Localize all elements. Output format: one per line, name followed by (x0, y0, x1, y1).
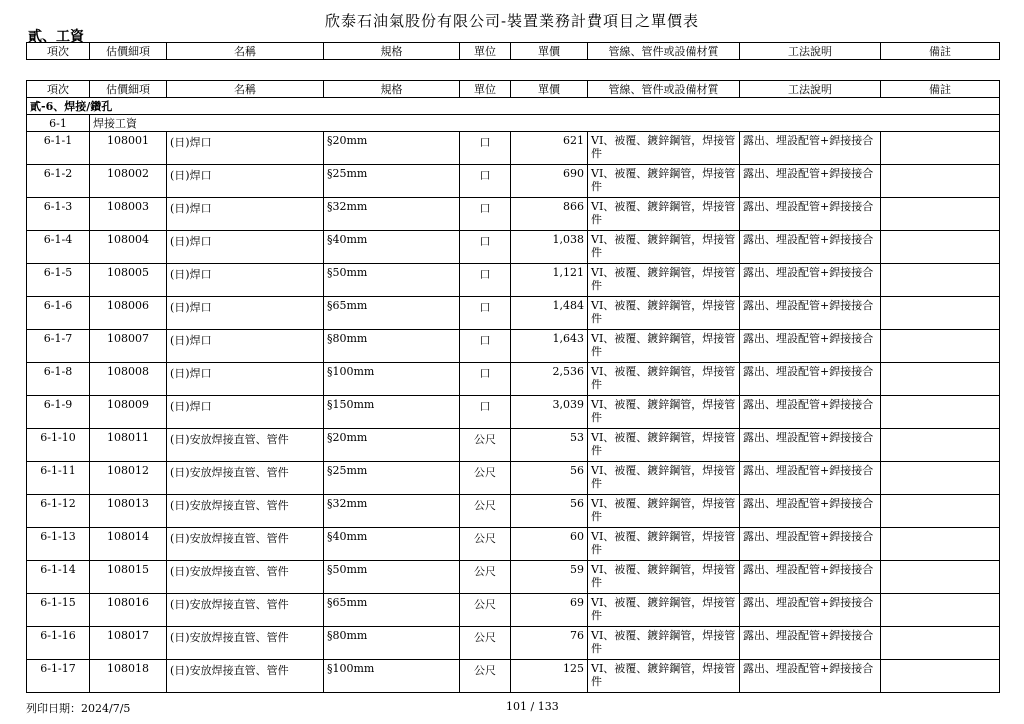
row-item-no: 6-1-3 (27, 198, 90, 231)
row-code: 108007 (90, 330, 167, 363)
row-note (881, 297, 1000, 330)
row-name: (日)焊口 (167, 297, 324, 330)
row-note (881, 198, 1000, 231)
table-row (27, 495, 1000, 528)
row-spec: §40mm (324, 528, 460, 561)
row-item-no: 6-1-17 (27, 660, 90, 693)
row-name: (日)焊口 (167, 132, 324, 165)
row-unit: 口 (460, 330, 511, 363)
table-row (27, 297, 1000, 330)
row-price: 53 (511, 429, 588, 462)
row-name: (日)安放焊接直管、管件 (167, 429, 324, 462)
row-unit: 公尺 (460, 660, 511, 693)
row-price: 69 (511, 594, 588, 627)
row-method: 露出、埋設配管+銲接接合 (740, 594, 881, 627)
col-header-name: 名稱 (167, 81, 324, 98)
row-unit: 公尺 (460, 495, 511, 528)
row-price: 3,039 (511, 396, 588, 429)
row-price: 56 (511, 495, 588, 528)
row-note (881, 429, 1000, 462)
row-price: 60 (511, 528, 588, 561)
row-item-no: 6-1-2 (27, 165, 90, 198)
row-unit: 公尺 (460, 429, 511, 462)
row-item-no: 6-1-16 (27, 627, 90, 660)
section-heading: 貳、工資 (28, 29, 84, 45)
row-item-no: 6-1-15 (27, 594, 90, 627)
table-row (27, 264, 1000, 297)
row-note (881, 363, 1000, 396)
table-row (27, 132, 1000, 165)
header-table (26, 42, 1000, 60)
row-item-no: 6-1-5 (27, 264, 90, 297)
row-code: 108004 (90, 231, 167, 264)
row-spec: §100mm (324, 660, 460, 693)
row-spec: §50mm (324, 264, 460, 297)
row-method: 露出、埋設配管+銲接接合 (740, 429, 881, 462)
row-spec: §80mm (324, 330, 460, 363)
table-row (27, 363, 1000, 396)
col-header-material: 管線、管件或設備材質 (588, 81, 740, 98)
row-name: (日)焊口 (167, 264, 324, 297)
row-price: 59 (511, 561, 588, 594)
table-row (27, 429, 1000, 462)
row-method: 露出、埋設配管+銲接接合 (740, 198, 881, 231)
row-unit: 口 (460, 363, 511, 396)
row-unit: 口 (460, 396, 511, 429)
row-price: 125 (511, 660, 588, 693)
row-method: 露出、埋設配管+銲接接合 (740, 528, 881, 561)
row-material: VI、被覆、鍍鋅鋼管，焊接管件 (588, 594, 740, 627)
row-price: 866 (511, 198, 588, 231)
row-method: 露出、埋設配管+銲接接合 (740, 396, 881, 429)
table-row (27, 594, 1000, 627)
row-material: VI、被覆、鍍鋅鋼管，焊接管件 (588, 330, 740, 363)
row-method: 露出、埋設配管+銲接接合 (740, 264, 881, 297)
row-spec: §20mm (324, 132, 460, 165)
row-unit: 口 (460, 231, 511, 264)
row-name: (日)安放焊接直管、管件 (167, 462, 324, 495)
table-row (27, 627, 1000, 660)
print-date: 列印日期：2024/7/5 (26, 702, 131, 715)
row-code: 108005 (90, 264, 167, 297)
row-material: VI、被覆、鍍鋅鋼管，焊接管件 (588, 198, 740, 231)
row-name: (日)安放焊接直管、管件 (167, 528, 324, 561)
row-note (881, 561, 1000, 594)
col-header-material: 管線、管件或設備材質 (588, 43, 740, 60)
table-row (27, 462, 1000, 495)
row-material: VI、被覆、鍍鋅鋼管，焊接管件 (588, 132, 740, 165)
row-price: 621 (511, 132, 588, 165)
row-item-no: 6-1-6 (27, 297, 90, 330)
row-price: 1,038 (511, 231, 588, 264)
row-material: VI、被覆、鍍鋅鋼管，焊接管件 (588, 297, 740, 330)
row-item-no: 6-1-7 (27, 330, 90, 363)
row-note (881, 660, 1000, 693)
col-header-no: 項次 (27, 43, 90, 60)
row-code: 108006 (90, 297, 167, 330)
table-row (27, 396, 1000, 429)
col-header-unit: 單位 (460, 81, 511, 98)
col-header-unit: 單位 (460, 43, 511, 60)
row-item-no: 6-1-13 (27, 528, 90, 561)
row-code: 108009 (90, 396, 167, 429)
row-code: 108012 (90, 462, 167, 495)
row-item-no: 6-1-4 (27, 231, 90, 264)
row-item-no: 6-1-14 (27, 561, 90, 594)
row-spec: §40mm (324, 231, 460, 264)
row-method: 露出、埋設配管+銲接接合 (740, 297, 881, 330)
col-header-spec: 規格 (324, 43, 460, 60)
col-header-no: 項次 (27, 81, 90, 98)
col-header-code: 估價細項 (90, 43, 167, 60)
row-material: VI、被覆、鍍鋅鋼管，焊接管件 (588, 528, 740, 561)
row-unit: 公尺 (460, 594, 511, 627)
row-method: 露出、埋設配管+銲接接合 (740, 165, 881, 198)
row-method: 露出、埋設配管+銲接接合 (740, 495, 881, 528)
row-code: 108011 (90, 429, 167, 462)
row-note (881, 528, 1000, 561)
row-name: (日)焊口 (167, 330, 324, 363)
row-note (881, 330, 1000, 363)
col-header-note: 備註 (881, 81, 1000, 98)
row-material: VI、被覆、鍍鋅鋼管，焊接管件 (588, 627, 740, 660)
row-note (881, 495, 1000, 528)
row-note (881, 264, 1000, 297)
row-name: (日)焊口 (167, 198, 324, 231)
col-header-spec: 規格 (324, 81, 460, 98)
row-method: 露出、埋設配管+銲接接合 (740, 330, 881, 363)
row-name: (日)焊口 (167, 396, 324, 429)
row-material: VI、被覆、鍍鋅鋼管，焊接管件 (588, 429, 740, 462)
row-unit: 口 (460, 264, 511, 297)
col-header-method: 工法說明 (740, 81, 881, 98)
row-material: VI、被覆、鍍鋅鋼管，焊接管件 (588, 231, 740, 264)
row-method: 露出、埋設配管+銲接接合 (740, 363, 881, 396)
row-material: VI、被覆、鍍鋅鋼管，焊接管件 (588, 660, 740, 693)
row-price: 1,484 (511, 297, 588, 330)
row-name: (日)安放焊接直管、管件 (167, 561, 324, 594)
row-code: 108001 (90, 132, 167, 165)
row-item-no: 6-1-11 (27, 462, 90, 495)
page-number: 101 / 133 (506, 700, 559, 713)
row-spec: §65mm (324, 297, 460, 330)
subgroup-no: 6-1 (27, 115, 90, 132)
group-title: 貳-6、焊接/鑽孔 (27, 98, 1000, 115)
row-spec: §65mm (324, 594, 460, 627)
row-name: (日)焊口 (167, 231, 324, 264)
row-item-no: 6-1-10 (27, 429, 90, 462)
col-header-price: 單價 (511, 43, 588, 60)
row-spec: §32mm (324, 198, 460, 231)
row-unit: 公尺 (460, 627, 511, 660)
row-code: 108016 (90, 594, 167, 627)
column-header-row (27, 81, 1000, 98)
col-header-note: 備註 (881, 43, 1000, 60)
row-unit: 口 (460, 165, 511, 198)
table-row (27, 528, 1000, 561)
row-unit: 口 (460, 198, 511, 231)
row-code: 108018 (90, 660, 167, 693)
row-name: (日)安放焊接直管、管件 (167, 660, 324, 693)
row-price: 1,121 (511, 264, 588, 297)
row-method: 露出、埋設配管+銲接接合 (740, 132, 881, 165)
row-spec: §32mm (324, 495, 460, 528)
table-row (27, 660, 1000, 693)
row-name: (日)焊口 (167, 165, 324, 198)
row-note (881, 396, 1000, 429)
row-material: VI、被覆、鍍鋅鋼管，焊接管件 (588, 495, 740, 528)
row-method: 露出、埋設配管+銲接接合 (740, 561, 881, 594)
row-note (881, 627, 1000, 660)
row-code: 108003 (90, 198, 167, 231)
row-unit: 口 (460, 297, 511, 330)
row-note (881, 165, 1000, 198)
row-material: VI、被覆、鍍鋅鋼管，焊接管件 (588, 165, 740, 198)
row-name: (日)安放焊接直管、管件 (167, 495, 324, 528)
row-price: 1,643 (511, 330, 588, 363)
row-name: (日)安放焊接直管、管件 (167, 627, 324, 660)
row-method: 露出、埋設配管+銲接接合 (740, 231, 881, 264)
subgroup-row (27, 115, 1000, 132)
row-code: 108015 (90, 561, 167, 594)
row-price: 76 (511, 627, 588, 660)
row-price: 690 (511, 165, 588, 198)
row-method: 露出、埋設配管+銲接接合 (740, 462, 881, 495)
row-note (881, 594, 1000, 627)
col-header-price: 單價 (511, 81, 588, 98)
row-material: VI、被覆、鍍鋅鋼管，焊接管件 (588, 396, 740, 429)
table-row (27, 165, 1000, 198)
row-spec: §80mm (324, 627, 460, 660)
row-material: VI、被覆、鍍鋅鋼管，焊接管件 (588, 363, 740, 396)
row-spec: §50mm (324, 561, 460, 594)
row-name: (日)焊口 (167, 363, 324, 396)
row-code: 108002 (90, 165, 167, 198)
group-row (27, 98, 1000, 115)
col-header-name: 名稱 (167, 43, 324, 60)
row-code: 108008 (90, 363, 167, 396)
row-price: 2,536 (511, 363, 588, 396)
row-method: 露出、埋設配管+銲接接合 (740, 627, 881, 660)
row-spec: §20mm (324, 429, 460, 462)
row-spec: §100mm (324, 363, 460, 396)
document-title: 欣泰石油氣股份有限公司-裝置業務計費項目之單價表 (324, 12, 700, 30)
row-item-no: 6-1-1 (27, 132, 90, 165)
row-price: 56 (511, 462, 588, 495)
row-unit: 公尺 (460, 561, 511, 594)
row-spec: §25mm (324, 462, 460, 495)
row-note (881, 231, 1000, 264)
price-table (26, 80, 1000, 693)
row-spec: §150mm (324, 396, 460, 429)
row-item-no: 6-1-9 (27, 396, 90, 429)
table-row (27, 231, 1000, 264)
row-material: VI、被覆、鍍鋅鋼管，焊接管件 (588, 462, 740, 495)
row-spec: §25mm (324, 165, 460, 198)
table-row (27, 198, 1000, 231)
row-method: 露出、埋設配管+銲接接合 (740, 660, 881, 693)
table-row (27, 561, 1000, 594)
row-code: 108014 (90, 528, 167, 561)
row-note (881, 132, 1000, 165)
row-code: 108017 (90, 627, 167, 660)
row-material: VI、被覆、鍍鋅鋼管，焊接管件 (588, 264, 740, 297)
row-material: VI、被覆、鍍鋅鋼管，焊接管件 (588, 561, 740, 594)
row-unit: 公尺 (460, 528, 511, 561)
row-code: 108013 (90, 495, 167, 528)
row-item-no: 6-1-8 (27, 363, 90, 396)
column-header-row (27, 43, 1000, 60)
row-unit: 口 (460, 132, 511, 165)
subgroup-name: 焊接工資 (90, 115, 1000, 132)
col-header-method: 工法說明 (740, 43, 881, 60)
row-item-no: 6-1-12 (27, 495, 90, 528)
row-name: (日)安放焊接直管、管件 (167, 594, 324, 627)
row-unit: 公尺 (460, 462, 511, 495)
row-note (881, 462, 1000, 495)
table-row (27, 330, 1000, 363)
col-header-code: 估價細項 (90, 81, 167, 98)
